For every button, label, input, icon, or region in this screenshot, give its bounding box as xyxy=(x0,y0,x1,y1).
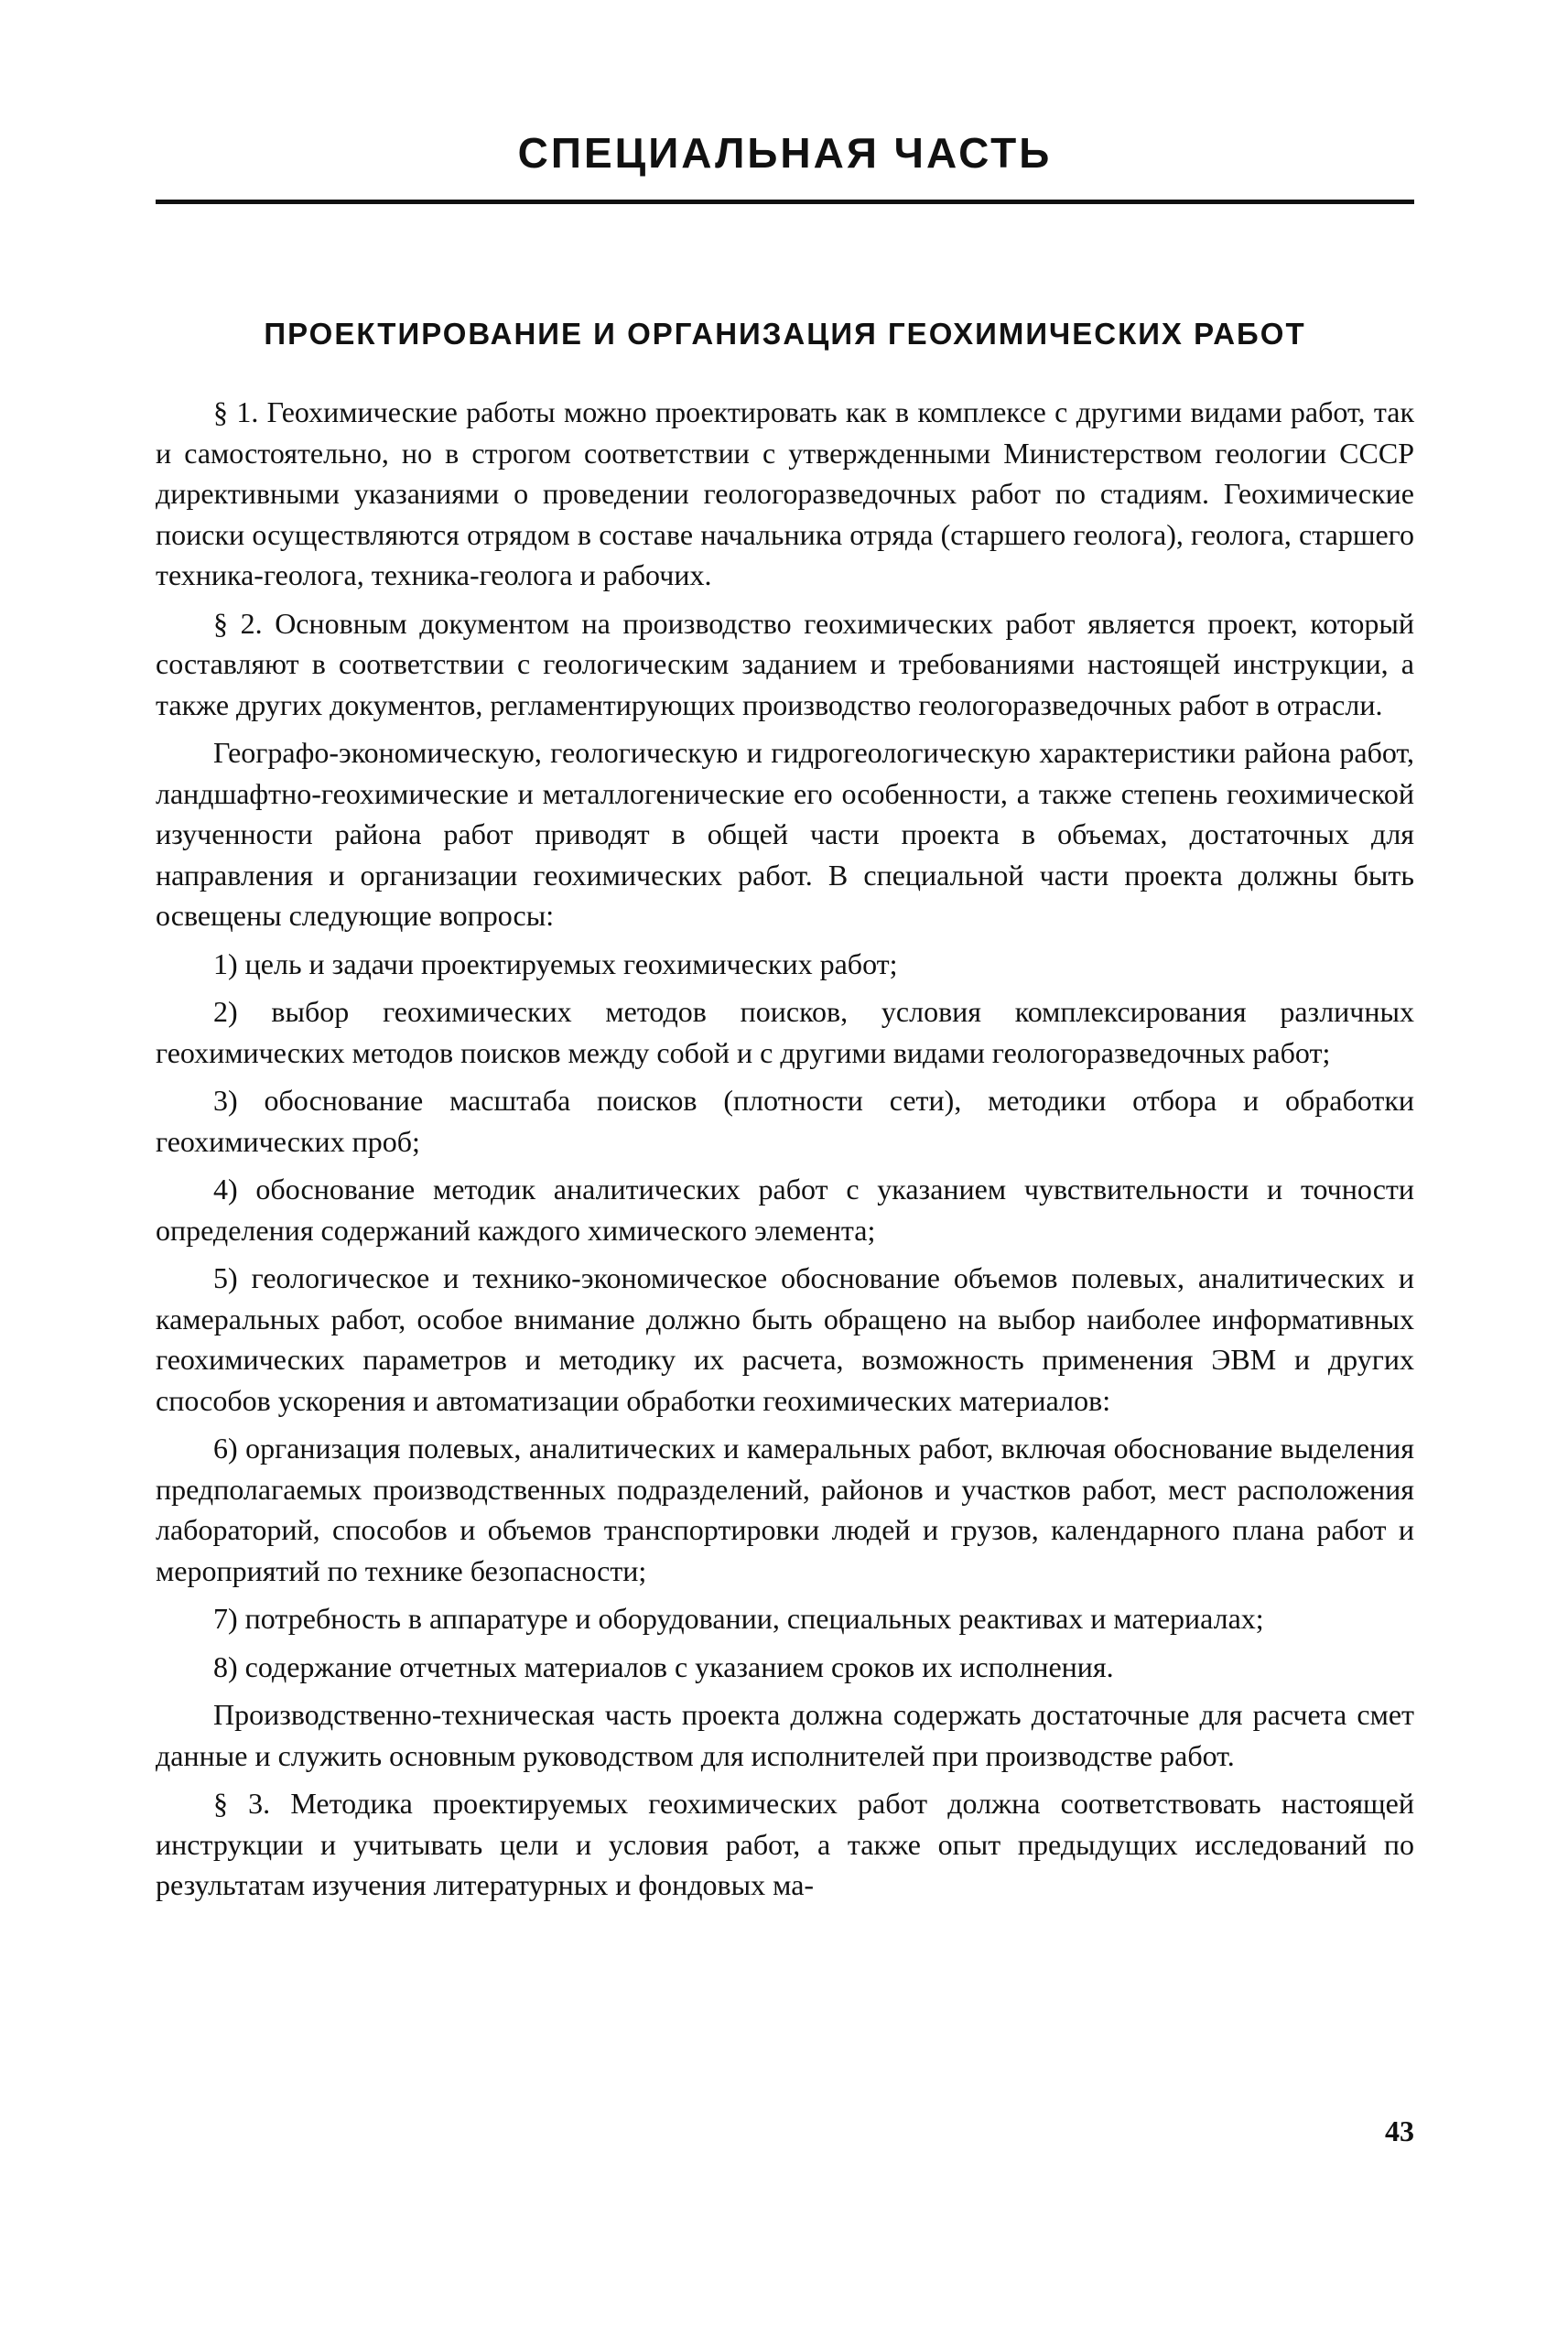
paragraph-1: § 1. Геохимические работы можно проектировать как в комплексе с другими видами работ, так и самостоятельно, но в строгом соответствии с утвержденными Министерством геологии СССР директивными указаниями о проведении геологоразведочных работ по стадиям. Геохимические поиски осуществляются отрядом в составе начальника отряда (старшего геолога), геолога, старшего техника-геолога, техника-геолога и рабочих. xyxy=(156,395,1414,591)
paragraph-3: Географо-экономическую, геологическую и гидрогеологическую характеристики района работ, ландшафтно-геохимические и металлогенические его особенности, а также степень геохимической изученности района работ приводят в общей части проекта в объемах, достаточных для направления и организации геохимических работ. В специальной части проекта должны быть освещены следующие вопросы: xyxy=(156,736,1414,932)
list-item-5: 5) геологическое и технико-экономическое обоснование объемов полевых, аналитических и камеральных работ, особое внимание должно быть обращено на выбор наиболее информативных геохимических параметров и методику их расчета, возможность применения ЭВМ и других способов ускорения и автоматизации обработки геохимических материалов: xyxy=(156,1261,1414,1417)
list-item-4: 4) обоснование методик аналитических работ с указанием чувствительности и точности определения содержаний каждого химического элемента; xyxy=(156,1173,1414,1247)
list-item-8: 8) содержание отчетных материалов с указанием сроков их исполнения. xyxy=(213,1649,1114,1683)
title-divider xyxy=(156,200,1414,204)
paragraph-2: § 2. Основным документом на производство геохимических работ является проект, который составляют в соответствии с геологическим заданием и требованиями настоящей инструкции, а также других документов, регламентирующих производство геологоразведочных работ в отрасли. xyxy=(156,606,1414,721)
paragraph-5: § 3. Методика проектируемых геохимических работ должна соответствовать настоящей инструкции и учитывать цели и условия работ, а также опыт предыдущих исследований по результатам изучения литературных и фондовых ма- xyxy=(156,1787,1414,1901)
list-item-7: 7) потребность в аппаратуре и оборудовании, специальных реактивах и материалах; xyxy=(213,1602,1264,1635)
list-item-3: 3) обоснование масштаба поисков (плотности сети), методики отбора и обработки геохимических проб; xyxy=(156,1084,1414,1158)
body-text xyxy=(156,392,1414,1913)
chapter-title: ПРОЕКТИРОВАНИЕ И ОРГАНИЗАЦИЯ ГЕОХИМИЧЕСКИХ РАБОТ xyxy=(264,317,1306,351)
list-item-1: 1) цель и задачи проектируемых геохимических работ; xyxy=(213,946,898,980)
paragraph-4: Производственно-техническая часть проекта должна содержать достаточные для расчета смет данные и служить основным руководством для исполнителей при производстве работ. xyxy=(156,1698,1414,1772)
list-item-2: 2) выбор геохимических методов поисков, условия комплексирования различных геохимических методов поисков между собой и с другими видами геологоразведочных работ; xyxy=(156,995,1414,1069)
list-item-6: 6) организация полевых, аналитических и камеральных работ, включая обоснование выделения предполагаемых производственных подразделений, районов и участков работ, мест расположения лабораторий, способов и объемов транспортировки людей и грузов, календарного плана работ и мероприятий по технике безопасности; xyxy=(156,1432,1414,1587)
page-number: 43 xyxy=(1385,2114,1414,2147)
document-page xyxy=(156,0,1414,2325)
section-title: СПЕЦИАЛЬНАЯ ЧАСТЬ xyxy=(517,129,1053,177)
